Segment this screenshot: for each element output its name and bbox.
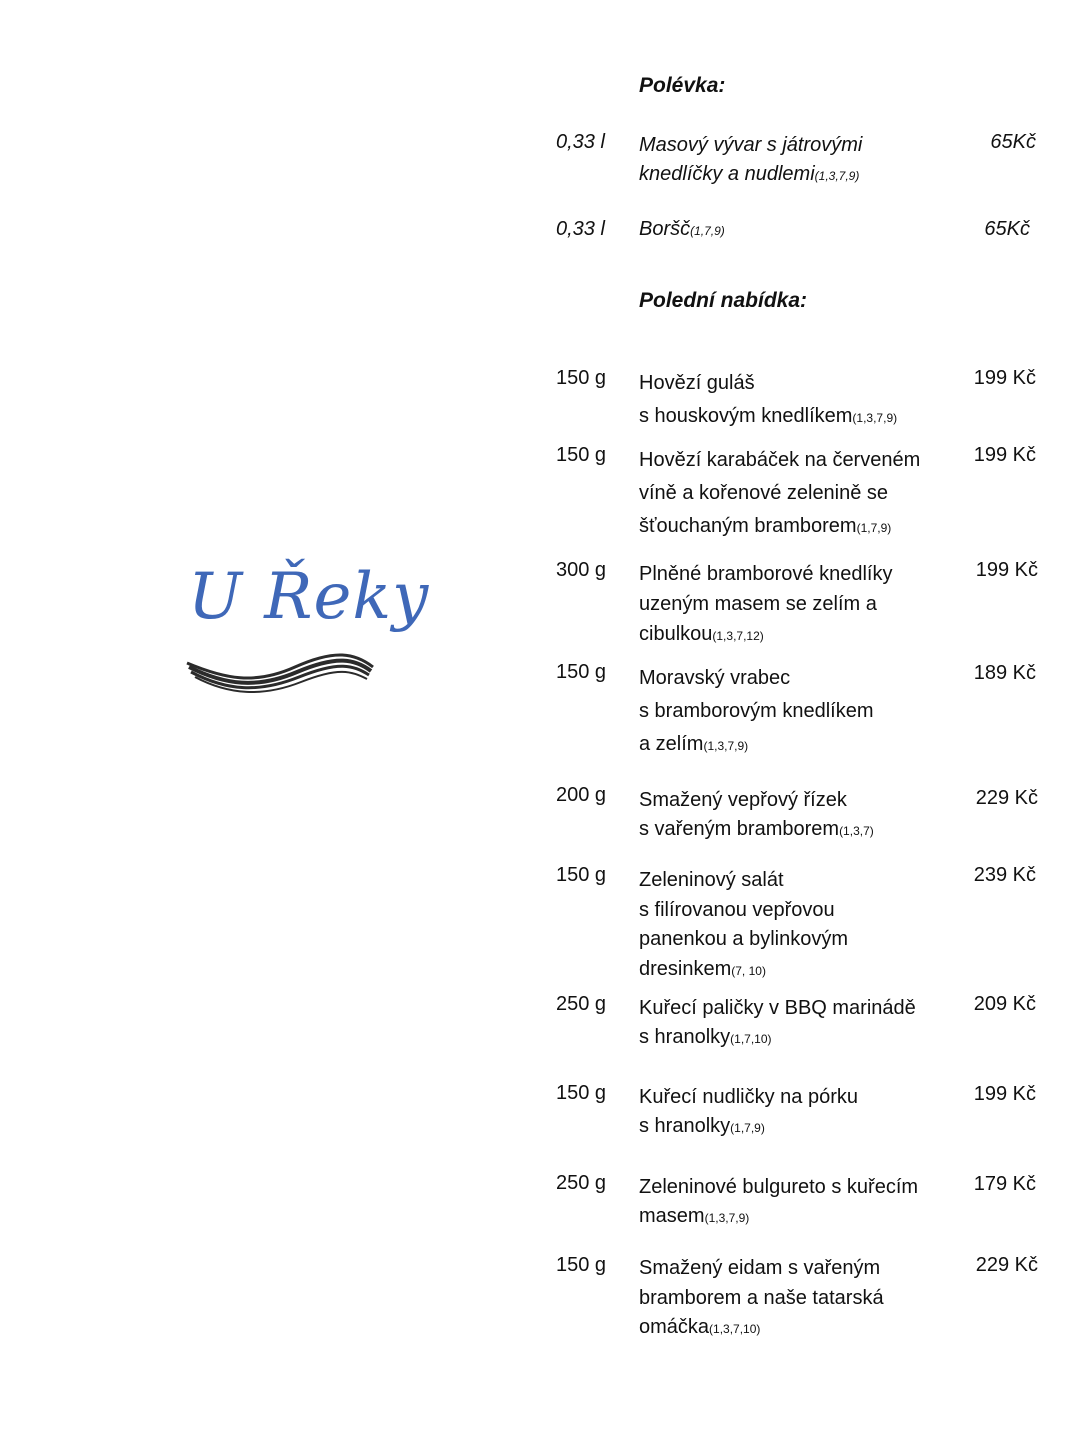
item-name-line: s bramborovým knedlíkem [639,700,874,722]
item-name-line: s filírovanou vepřovou [639,898,835,921]
item-name [639,1173,918,1233]
item-allergens: (1,7,10) [730,1032,772,1046]
item-allergens: (1,3,7) [839,824,874,838]
item-allergens: (1,3,7,9) [814,169,860,183]
soup-heading: Polévka: [639,74,726,97]
item-name [639,367,897,435]
item-price: 65Kč [990,131,1036,153]
item-price: 229 Kč [975,1254,1038,1276]
item-name [639,1254,884,1345]
item-name [639,444,920,545]
item-quantity: 200 g [556,784,607,806]
item-name-line: šťouchaným bramborem [639,515,857,537]
item-allergens: (1,7,9) [690,224,725,238]
item-allergens: (1,3,7,9) [703,739,749,753]
item-price: 239 Kč [973,864,1036,886]
item-name-line: Masový vývar s játrovými [639,134,863,156]
item-name-line: Zeleninový salát [639,869,784,891]
item-allergens: (1,3,7,12) [712,629,764,643]
item-quantity: 0,33 l [556,218,605,240]
item-quantity: 150 g [556,864,607,886]
item-quantity: 300 g [556,559,607,581]
logo-text: U Řeky [188,560,430,634]
item-quantity: 150 g [556,1082,607,1104]
item-name-line: cibulkou [639,623,713,645]
item-allergens: (1,3,7,9) [704,1211,750,1225]
item-name-line: s vařeným bramborem [639,818,840,840]
item-name-line: Kuřecí nudličky na pórku [639,1086,859,1108]
item-price: 199 Kč [973,367,1036,389]
item-allergens: (1,3,7,9) [852,411,898,425]
item-quantity: 150 g [556,444,607,466]
item-name-line: Kuřecí paličky v BBQ marinádě [639,997,916,1019]
item-price: 179 Kč [973,1173,1036,1195]
item-name-line: Hovězí guláš [639,372,755,394]
item-price: 209 Kč [973,993,1036,1015]
item-name-line: Smažený vepřový řízek [639,789,847,811]
item-name [639,866,848,986]
item-quantity: 150 g [556,1254,607,1276]
item-name [639,131,862,191]
item-name-line: s hranolky [639,1115,731,1137]
item-name-line: Smažený eidam s vařeným [639,1257,881,1279]
item-name-line: Moravský vrabec [639,667,791,689]
item-name-line: víně a kořenové zelenině se [639,482,889,504]
item-allergens: (1,3,7,10) [709,1322,761,1336]
item-name-line: dresinkem [639,957,732,980]
item-name-line: Boršč [639,218,691,240]
item-quantity: 150 g [556,367,607,389]
item-name [639,662,874,763]
item-name [639,1083,858,1143]
item-allergens: (7, 10) [731,963,766,978]
item-price: 199 Kč [973,1083,1036,1105]
lunch-heading: Polední nabídka: [639,289,808,312]
item-name-line: Plněné bramborové knedlíky [639,563,893,585]
item-name-line: Zeleninové bulgureto s kuřecím [639,1176,919,1198]
item-name-line: knedlíčky a nudlemi [639,163,815,185]
item-name [639,218,725,241]
item-quantity: 250 g [556,1172,607,1194]
item-quantity: 0,33 l [556,131,605,153]
wave-logo-icon [185,645,375,700]
item-name-line: uzeným masem se zelím a [639,593,877,615]
item-price: 229 Kč [975,787,1038,809]
item-name-line: s houskovým knedlíkem [639,405,853,427]
item-price: 189 Kč [973,662,1036,684]
item-name-line: masem [639,1205,705,1227]
item-price: 199 Kč [975,559,1038,581]
item-name-line: omáčka [639,1316,710,1338]
item-name-line: panenkou a bylinkovým [639,928,849,950]
item-quantity: 150 g [556,661,607,683]
item-name [639,994,916,1054]
item-name [639,559,892,651]
item-price: 65Kč [984,218,1030,240]
item-quantity: 250 g [556,993,607,1015]
item-name-line: a zelím [639,733,704,755]
item-name-line: bramborem a naše tatarská [639,1286,884,1309]
item-name-line: s hranolky [639,1026,731,1048]
item-allergens: (1,7,9) [856,521,892,535]
item-price: 199 Kč [973,444,1036,466]
item-allergens: (1,7,9) [730,1121,765,1135]
item-name-line: Hovězí karabáček na červeném [639,449,921,471]
item-name [639,786,874,846]
